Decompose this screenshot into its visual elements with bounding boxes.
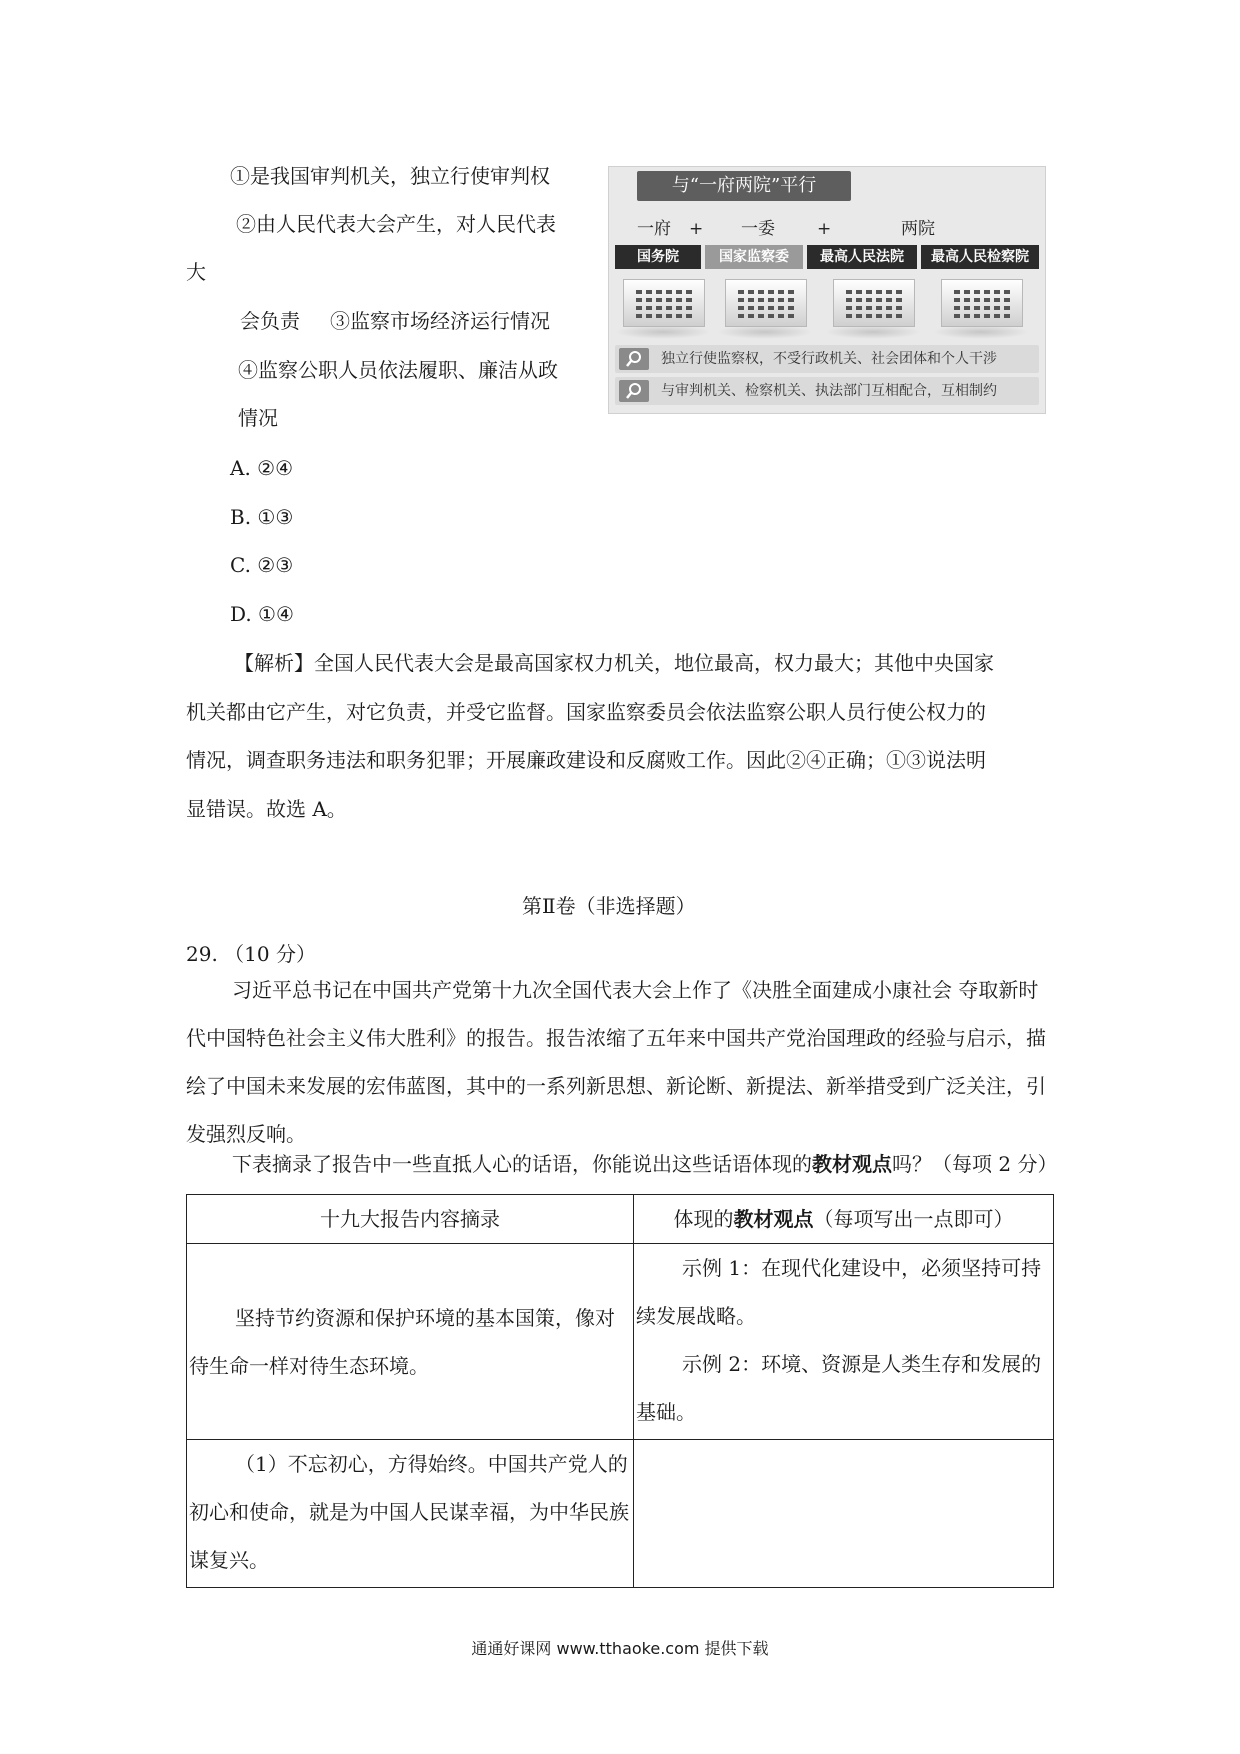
analysis-line: 【解析】全国人民代表大会是最高国家权力机关，地位最高，权力最大；其他中央国家 [234, 651, 994, 675]
prompt-text: 吗？（每项 2 分） [892, 1152, 1058, 1176]
building-icon [623, 279, 705, 327]
institution-label: 国务院 [615, 245, 701, 269]
figure-label-liangyuan: 两院 [901, 219, 935, 239]
figure-plus-1: + [689, 219, 704, 239]
building-shadow [825, 325, 921, 339]
prompt-text: 下表摘录了报告中一些直抵人心的话语，你能说出这些话语体现的 [232, 1152, 812, 1176]
question-29-intro: 习近平总书记在中国共产党第十九次全国代表大会上作了《决胜全面建成小康社会 夺取新时代中国特色社会主义伟大胜利》的报告。报告浓缩了五年来中国共产党治国理政的经验与启示，描绘了中国未来发展的宏伟蓝图，其中的一系列新思想、新论断、新提法、新举措受到广泛关注，引发强烈反响。 [186, 978, 1046, 1146]
institution-label: 国家监察委 [705, 245, 803, 269]
viewpoint-example-2: 示例 2：环境、资源是人类生存和发展的基础。 [636, 1352, 1042, 1424]
magnifier-icon [619, 380, 649, 402]
header-text: （每项写出一点即可） [813, 1207, 1014, 1231]
building-shadow [717, 325, 813, 339]
header-emphasis: 教材观点 [733, 1207, 814, 1231]
building-icon [833, 279, 915, 327]
building-icon [725, 279, 807, 327]
answer-blank-cell[interactable] [634, 1440, 1054, 1588]
answer-table [186, 1194, 1054, 1588]
question-29-prompt [232, 1152, 1057, 1176]
figure-banner: 与“一府两院”平行 [637, 171, 851, 201]
section-title: 第Ⅱ卷（非选择题） [522, 894, 696, 918]
option-a: A. ②④ [230, 456, 294, 480]
figure-plus-2: + [817, 219, 832, 239]
institution-label: 最高人民检察院 [921, 245, 1039, 269]
figure-note-text: 与审判机关、检察机关、执法部门互相配合，互相制约 [661, 383, 997, 399]
option-c: C. ②③ [230, 553, 294, 577]
viewpoint-example-1: 示例 1：在现代化建设中，必须坚持可持续发展战略。 [636, 1256, 1042, 1328]
table-row [187, 1244, 1054, 1440]
table-row [187, 1440, 1054, 1588]
analysis-line: 机关都由它产生，对它负责，并受它监督。国家监察委员会依法监察公职人员行使公权力的 [186, 700, 986, 724]
figure-label-yiwei: 一委 [741, 219, 775, 239]
excerpt-text: 坚持节约资源和保护环境的基本国策，像对待生命一样对待生态环境。 [189, 1305, 615, 1378]
table-header-right [634, 1195, 1054, 1244]
statement-4-line2: 情况 [238, 406, 278, 430]
building-shadow [933, 325, 1029, 339]
magnifier-icon [619, 348, 649, 370]
statement-2-line1: ②由人民代表大会产生，对人民代表 [236, 212, 556, 236]
figure-note-row [615, 377, 1039, 405]
analysis-line: 显错误。故选 A。 [186, 797, 347, 821]
figure-label-yifu: 一府 [637, 219, 671, 239]
table-header-row [187, 1195, 1054, 1244]
building-icon [941, 279, 1023, 327]
building-shadow [615, 325, 711, 339]
institution-label: 最高人民法院 [807, 245, 917, 269]
excerpt-text: （1）不忘初心，方得始终。中国共产党人的初心和使命，就是为中国人民谋幸福，为中华民族谋复兴。 [189, 1452, 629, 1572]
statement-1: ①是我国审判机关，独立行使审判权 [230, 164, 550, 188]
statement-2-line2: 大 [186, 260, 206, 284]
statement-3: ③监察市场经济运行情况 [330, 309, 550, 333]
table-cell-excerpt [187, 1244, 634, 1440]
table-cell-viewpoint [634, 1244, 1054, 1440]
institution-figure [608, 166, 1046, 414]
analysis-line: 情况，调查职务违法和职务犯罪；开展廉政建设和反腐败工作。因此②④正确；①③说法明 [186, 748, 986, 772]
figure-note-text: 独立行使监察权，不受行政机关、社会团体和个人干涉 [661, 351, 997, 367]
option-d: D. ①④ [230, 602, 294, 626]
prompt-emphasis: 教材观点 [812, 1152, 892, 1176]
question-29-heading: 29. （10 分） [186, 942, 316, 966]
option-b: B. ①③ [230, 505, 294, 529]
header-text: 体现的 [673, 1207, 734, 1231]
statement-2-line3: 会负责 [240, 309, 300, 333]
statement-4-line1: ④监察公职人员依法履职、廉洁从政 [238, 358, 558, 382]
footer-text: 通通好课网 www.tthaoke.com 提供下载 [471, 1639, 769, 1658]
table-header-left: 十九大报告内容摘录 [187, 1195, 634, 1244]
figure-note-row [615, 345, 1039, 373]
table-cell-excerpt [187, 1440, 634, 1588]
